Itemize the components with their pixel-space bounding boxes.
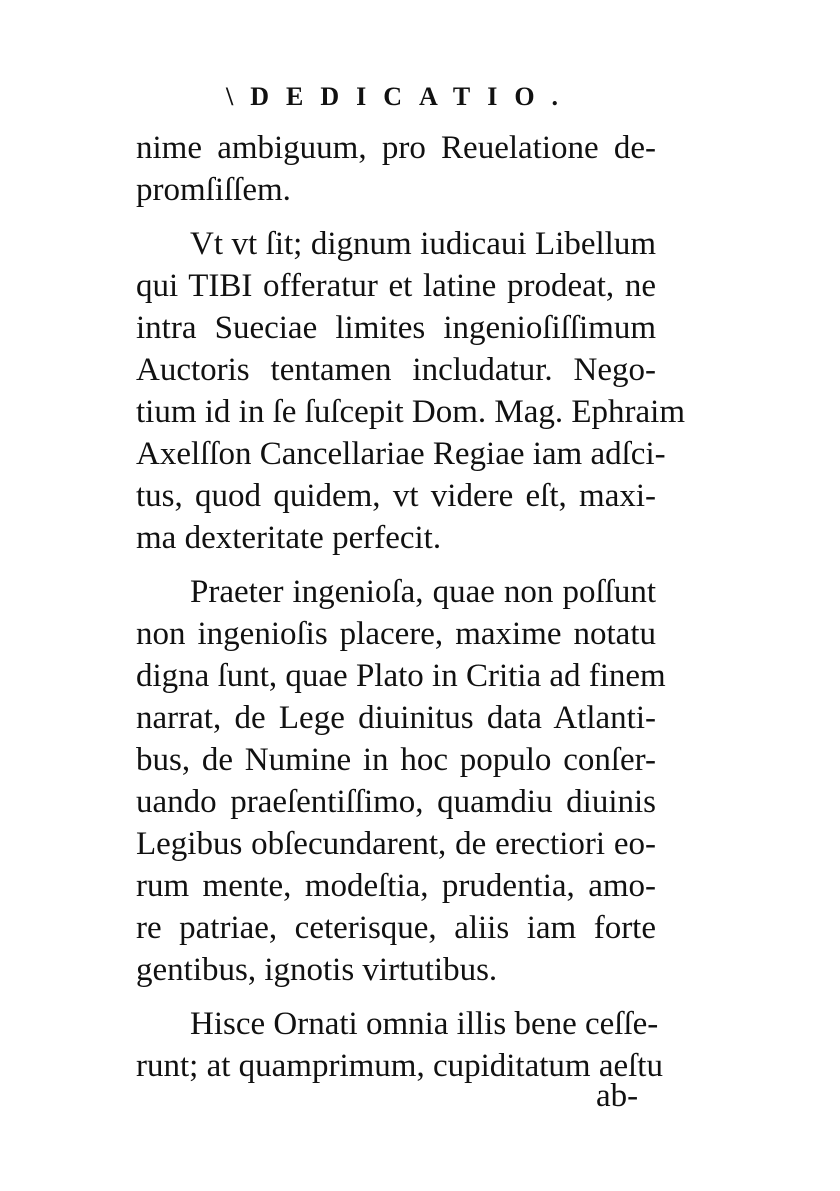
text-line: gentibus, ignotis virtutibus. [136, 952, 498, 988]
text-line: rum mente, modeſtia, prudentia, amo- [136, 868, 656, 904]
text-line: qui TIBI offeratur et latine prodeat, ne [136, 268, 656, 304]
text-line: Hisce Ornati omnia illis bene ceſſe- [190, 1006, 659, 1042]
text-line: runt; at quamprimum, cupiditatum aeſtu [136, 1048, 663, 1084]
text-line: non ingenioſis placere, maxime notatu [136, 616, 656, 652]
text-line: Axelſſon Cancellariae Regiae iam adſci- [136, 436, 666, 472]
paragraph [136, 571, 666, 991]
text-line: tus, quod quidem, vt videre eſt, maxi- [136, 478, 656, 514]
text-line: narrat, de Lege diuinitus data Atlanti- [136, 700, 656, 736]
text-line: Praeter ingenioſa, quae non poſſunt [190, 574, 656, 610]
text-line: Vt vt ſit; dignum iudicaui Libellum [190, 226, 656, 262]
text-line: digna ſunt, quae Plato in Critia ad finem [136, 658, 666, 694]
text-line: promſiſſem. [136, 172, 291, 208]
text-line: re patriae, ceterisque, aliis iam forte [136, 910, 656, 946]
text-line: Legibus obſecundarent, de erectiori eo- [136, 826, 656, 862]
text-line: ma dexteritate perfecit. [136, 520, 442, 556]
text-line: intra Sueciae limites ingenioſiſſimum [136, 310, 656, 346]
running-head: \DEDICATIO. [226, 82, 576, 111]
text-line: Auctoris tentamen includatur. Nego- [136, 352, 656, 388]
paragraph [136, 127, 656, 211]
text-line: uando praeſentiſſimo, quamdiu diuinis [136, 784, 656, 820]
paragraph [136, 223, 685, 559]
catchword: ab- [596, 1078, 639, 1114]
paragraph [136, 1003, 663, 1087]
text-line: bus, de Numine in hoc populo conſer- [136, 742, 656, 778]
text-line: nime ambiguum, pro Reuelatione de- [136, 130, 656, 166]
text-line: tium id in ſe ſuſcepit Dom. Mag. Ephraim [136, 394, 685, 430]
body-text [136, 127, 685, 1099]
